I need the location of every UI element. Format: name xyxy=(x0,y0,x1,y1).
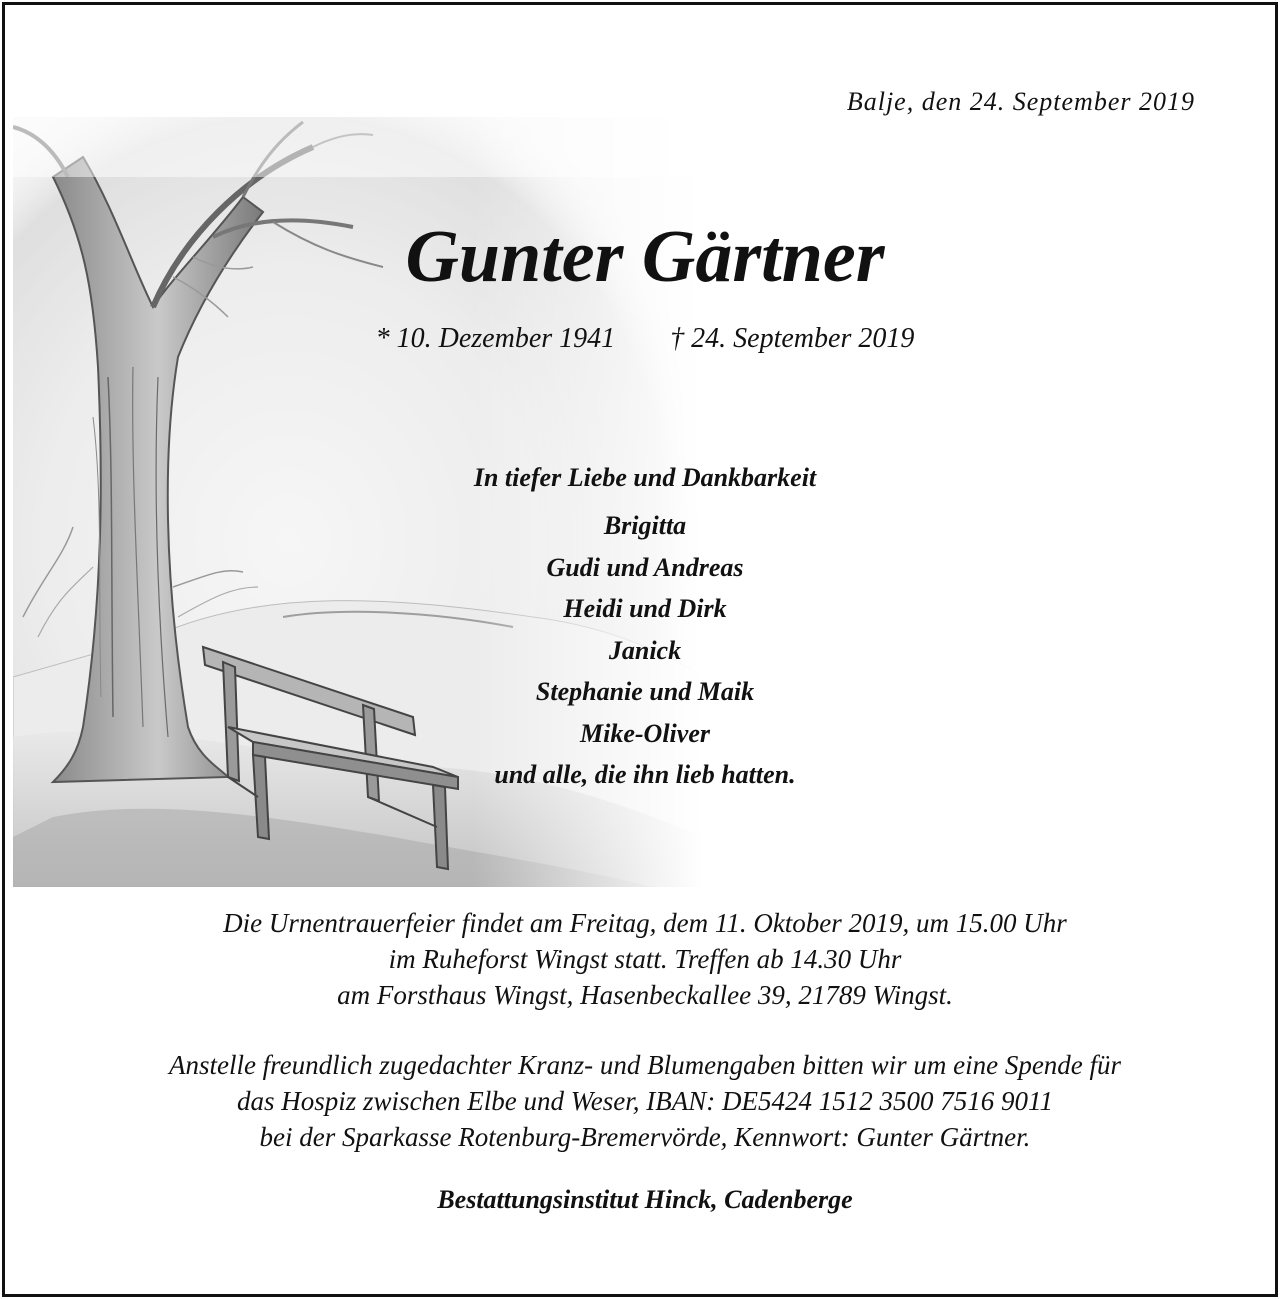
donation-line: das Hospiz zwischen Elbe und Weser, IBAN: DE5424 1512 3500 7516 9011 xyxy=(237,1086,1053,1116)
mourner-name: Heidi und Dirk xyxy=(563,594,727,623)
donation-line: bei der Sparkasse Rotenburg-Bremervörde, Kennwort: Gunter Gärtner. xyxy=(259,1122,1031,1152)
funeral-line: im Ruheforst Wingst statt. Treffen ab 14.30 Uhr xyxy=(388,944,902,974)
mourner-name: Janick xyxy=(608,635,682,665)
place-date: Balje, den 24. September 2019 xyxy=(846,87,1195,116)
undertaker-name: Bestattungsinstitut Hinck, Cadenberge xyxy=(437,1185,853,1214)
death-date: † 24. September 2019 xyxy=(670,323,915,354)
mourner-name: Gudi und Andreas xyxy=(546,552,744,582)
mourner-name: Brigitta xyxy=(603,511,687,540)
mourners-intro: In tiefer Liebe und Dankbarkeit xyxy=(473,463,817,492)
donation-info xyxy=(45,1047,1245,1155)
mourner-name: und alle, die ihn lieb hatten. xyxy=(494,760,796,789)
mourner-name: Stephanie und Maik xyxy=(535,677,755,706)
donation-line: Anstelle freundlich zugedachter Kranz- und Blumengaben bitten wir um eine Spende für xyxy=(168,1050,1122,1080)
mourner-name: Mike-Oliver xyxy=(580,718,710,748)
birth-date: * 10. Dezember 1941 xyxy=(375,323,616,354)
mourners-block xyxy=(345,463,945,796)
life-dates xyxy=(5,323,1278,355)
funeral-line: am Forsthaus Wingst, Hasenbeckallee 39, 21789 Wingst. xyxy=(337,980,953,1010)
deceased-name: Gunter Gärtner xyxy=(405,216,885,298)
funeral-line: Die Urnentrauerfeier findet am Freitag, dem 11. Oktober 2019, um 15.00 Uhr xyxy=(223,908,1067,938)
funeral-info xyxy=(45,905,1245,1013)
obituary-frame xyxy=(2,2,1278,1297)
